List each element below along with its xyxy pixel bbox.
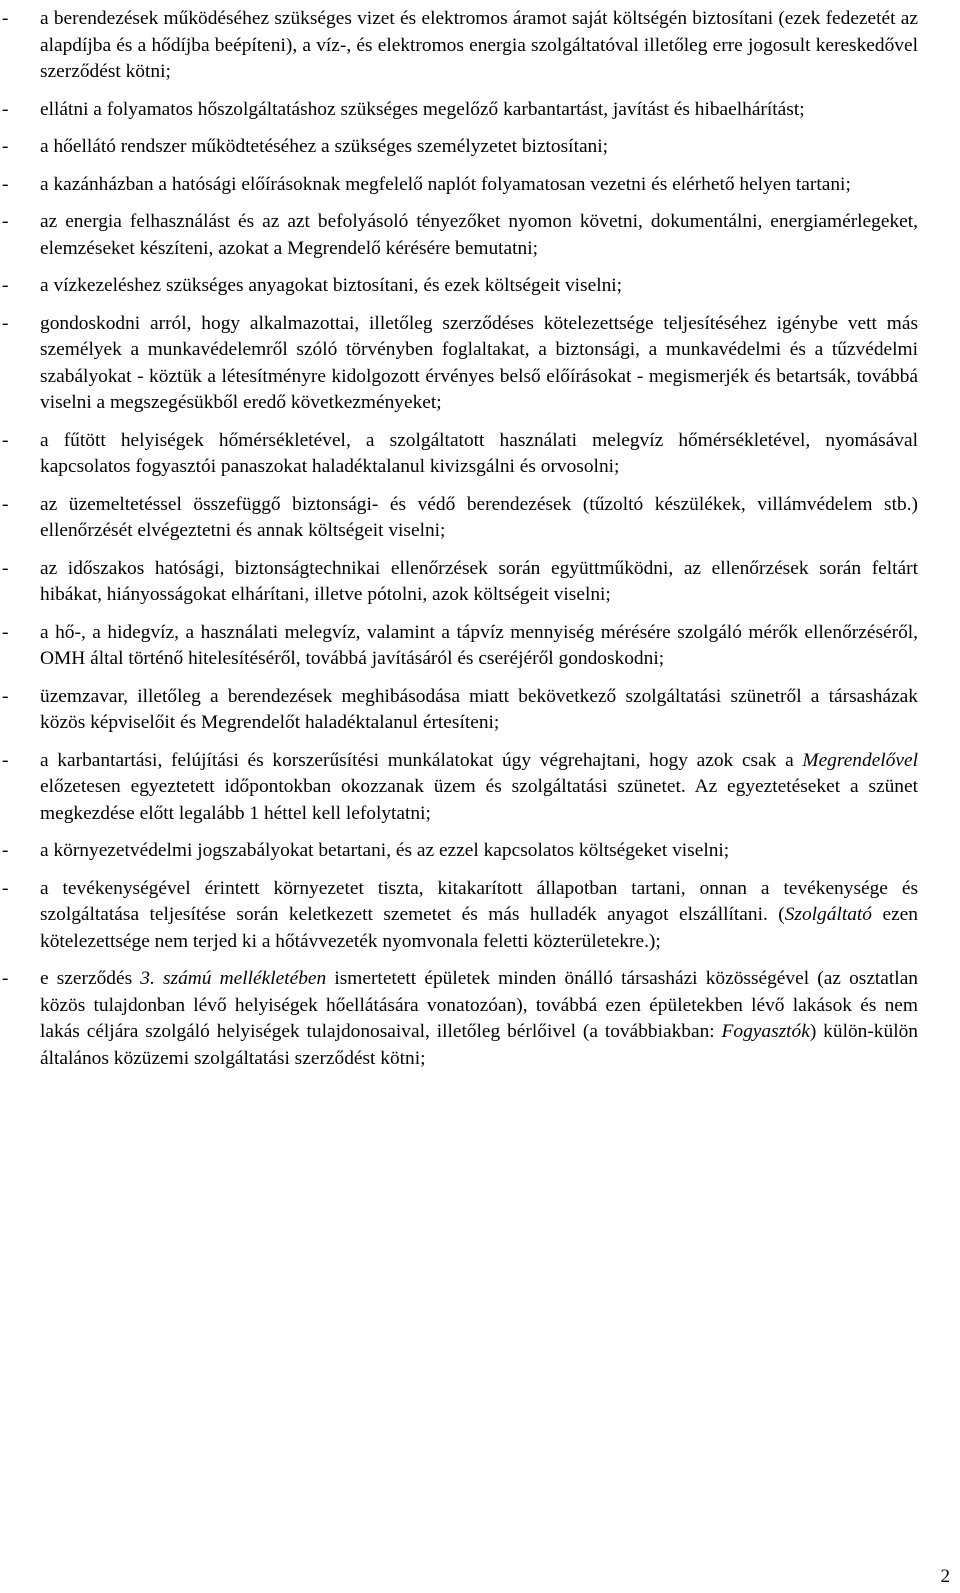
bullet-dash: - — [2, 98, 9, 120]
item-text: a vízkezeléshez szükséges anyagokat biztosítani, és ezek költségeit viselni; — [40, 275, 623, 296]
item-text: az energia felhasználást és az azt befolyásoló tényezőket nyomon követni, dokumentálni, energiamérlegeket, elemzéseket készíteni, azokat a Megrendelő kérésére bemutatni; — [40, 211, 918, 259]
bullet-dash: - — [2, 877, 9, 899]
obligation-item — [0, 556, 960, 609]
item-text: az üzemeltetéssel összefüggő biztonsági- és védő berendezések (tűzoltó készülékek, villámvédelem stb.) ellenőrzését elvégeztetni és annak költségeit viselni; — [40, 493, 918, 541]
obligation-item — [0, 209, 960, 262]
bullet-dash: - — [2, 211, 9, 232]
item-text: a hőellátó rendszer működtetéséhez a szükséges személyzetet biztosítani; — [40, 136, 609, 157]
bullet-dash: - — [2, 557, 9, 579]
bullet-dash: - — [2, 685, 9, 707]
obligation-item — [0, 428, 960, 481]
item-text: az időszakos hatósági, biztonságtechnikai ellenőrzések során együttműködni, az ellenőrzések során feltárt hibákat, hiányosságokat elhárítani, illetve pótolni, azok költségeit viselni; — [40, 557, 918, 605]
obligation-item — [0, 966, 960, 1072]
obligation-item — [0, 620, 960, 673]
item-text: gondoskodni arról, hogy alkalmazottai, illetőleg szerződéses kötelezettsége teljesítéséhez igénybe vett más személyek a munkavédelemről szóló törvényben foglaltakat, a biztonsági, a munkavédelmi és a tűzvédelmi szabályokat - köztük a létesítményre kidolgozott érvényes belső előírásokat - megismerjék és betartsák, továbbá viselni a megszegésükből eredő következményeket; — [40, 312, 918, 413]
obligation-item — [0, 273, 960, 300]
item-text: a tevékenységével érintett környezetet tiszta, kitakarított állapotban tartani, onnan a tevékenysége és szolgáltatása teljesítése során keletkezett szemetet és más hulladék anyagot elszállítani. ( — [40, 877, 918, 925]
item-text: a fűtött helyiségek hőmérsékletével, a szolgáltatott használati melegvíz hőmérsékletével, nyomásával kapcsolatos fogyasztói panaszokat haladéktalanul kivizsgálni és orvosolni; — [40, 429, 918, 477]
bullet-dash: - — [2, 312, 9, 334]
item-text: a környezetvédelmi jogszabályokat betartani, és az ezzel kapcsolatos költségeket viselni; — [40, 840, 730, 861]
item-text: ismertetett épületek minden önálló társasházi közösségével (az osztatlan közös tulajdonban lévő helyiségek hőellátására vonatozóan), továbbá ezen épületekben lévő lakások és nem lakás céljára szolgáló helyiségek tulajdonosaival, illetőleg bérlőivel (a továbbiakban: — [40, 968, 918, 1042]
obligation-item — [0, 311, 960, 417]
bullet-dash: - — [2, 840, 9, 861]
item-text: a kazánházban a hatósági előírásoknak megfelelő naplót folyamatosan vezetni és elérhető helyen tartani; — [40, 173, 851, 195]
obligation-item — [0, 172, 960, 199]
obligation-item — [0, 492, 960, 545]
emphasized-text: Szolgáltató — [784, 904, 873, 925]
item-text: előzetesen egyeztetett időpontokban okozzanak üzem és szolgáltatási szünetet. Az egyeztetéseket a szünet megkezdése előtt legalább 1 héttel kell lefolytatni; — [40, 776, 918, 824]
item-text: a hő-, a hidegvíz, a használati melegvíz, valamint a tápvíz mennyiség mérésére szolgáló mérők ellenőrzéséről, OMH által történő hitelesítéséről, továbbá javításáról és cseréjéről gondoskodni; — [40, 621, 918, 669]
item-text: ) külön-külön általános közüzemi szolgáltatási szerződést kötni; — [40, 1021, 918, 1069]
bullet-dash: - — [2, 968, 9, 989]
item-text: üzemzavar, illetőleg a berendezések meghibásodása miatt bekövetkező szolgáltatási szünetről a társasházak közös képviselőit és Megrendelőt haladéktalanul értesíteni; — [40, 685, 918, 733]
bullet-dash: - — [2, 493, 9, 515]
bullet-dash: - — [2, 749, 9, 771]
obligations-list — [0, 6, 960, 1072]
item-text: ezen kötelezettsége nem terjed ki a hőtávvezeték nyomvonala feletti közterületekre.); — [40, 904, 918, 952]
obligation-item — [0, 97, 960, 124]
bullet-dash: - — [2, 8, 9, 29]
item-text: ellátni a folyamatos hőszolgáltatáshoz szükséges megelőző karbantartást, javítást és hibaelhárítást; — [40, 98, 805, 120]
page-number: 2 — [940, 1566, 950, 1587]
obligation-item — [0, 838, 960, 865]
obligation-item — [0, 134, 960, 161]
item-text: a karbantartási, felújítási és korszerűsítési munkálatokat úgy végrehajtani, hogy azok csak a — [40, 749, 803, 771]
emphasized-text: Megrendelővel — [802, 749, 918, 771]
bullet-dash: - — [2, 136, 9, 157]
bullet-dash: - — [2, 173, 9, 195]
item-text: a berendezések működéséhez szükséges vizet és elektromos áramot saját költségén biztosítani (ezek fedezetét az alapdíjba és a hődíjba beépíteni), a víz-, és elektromos energia szolgáltatóval illetőleg erre jogosult kereskedővel szerződést kötni; — [40, 8, 918, 82]
emphasized-text: 3. számú mellékletében — [140, 968, 327, 989]
obligation-item — [0, 6, 960, 86]
bullet-dash: - — [2, 429, 9, 451]
bullet-dash: - — [2, 275, 9, 296]
document-page — [0, 6, 960, 1083]
obligation-item — [0, 876, 960, 956]
item-text: e szerződés — [40, 968, 141, 989]
obligation-item — [0, 748, 960, 828]
bullet-dash: - — [2, 621, 9, 643]
emphasized-text: Fogyasztók — [721, 1021, 810, 1042]
obligation-item — [0, 684, 960, 737]
